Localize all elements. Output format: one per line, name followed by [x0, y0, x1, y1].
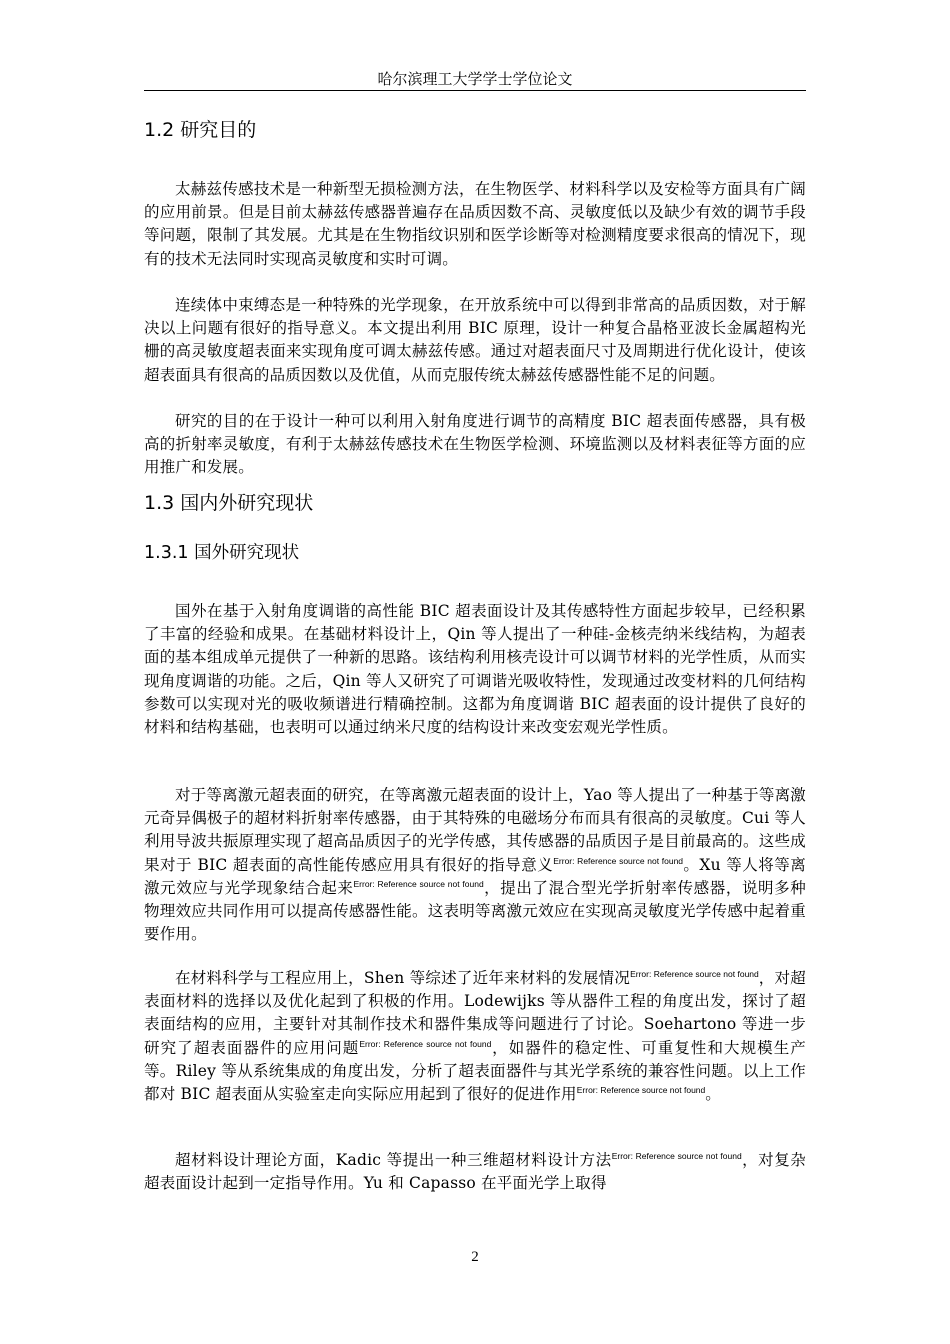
paragraph-1-3-1-1: 国外在基于入射角度调谐的高性能 BIC 超表面设计及其传感特性方面起步较早，已经积累了丰富的经验和成果。在基础材料设计上，Qin 等人提出了一种硅-金核壳纳米线结构，为超表面的基本组成单元提供了一种新的思路。该结构利用核壳设计可以调节材料的光学性质，从而实现角度调谐的功能。之后，Qin 等人又研究了可调谐光吸收特性，发现通过改变材料的几何结构参数可以实现对光的吸收频谱进行精确控制。这都为角度调谐 BIC 超表面的设计提供了良好的材料和结构基础，也表明可以通过纳米尺度的结构设计来改变宏观光学性质。: [144, 602, 806, 737]
citation-error: Error: Reference source not found: [576, 1085, 706, 1096]
paragraph-text: 对于等离激元超表面的研究，在等离激元超表面的设计上，Yao 等人提出了一种基于等离激元奇异偶极子的超材料折射率传感器，由于其特殊的电磁场分布而具有很高的灵敏度。Cui 等人利用导波共振原理实现了超高品质因子的光学传感，其传感器的品质因子是目前最高的。这些成果对于 BIC 超表面的高性能传感应用具有很好的指导意义: [144, 786, 806, 874]
paragraph-text: 在材料科学与工程应用上，Shen 等综述了近年来材料的发展情况: [175, 969, 631, 987]
section-heading-1-2: 1.2 研究目的: [144, 119, 257, 141]
citation-error: Error: Reference source not found: [611, 1151, 742, 1161]
paragraph-1-3-1-4: [144, 1149, 806, 1195]
paragraph-1-2-2: 连续体中束缚态是一种特殊的光学现象，在开放系统中可以得到非常高的品质因数，对于解决以上问题有很好的指导意义。本文提出利用 BIC 原理，设计一种复合晶格亚波长金属超构光栅的高灵敏度超表面来实现角度可调太赫兹传感。通过对超表面尺寸及周期进行优化设计，使该超表面具有很高的品质因数以及优值，从而克服传统太赫兹传感器性能不足的问题。: [144, 296, 806, 384]
citation-error: Error: Reference source not found: [359, 1038, 492, 1049]
section-heading-1-3: 1.3 国内外研究现状: [144, 492, 314, 514]
paragraph-text: ，对复杂超表面设计起到一定指导作用。Yu 和 Capasso 在平面光学上取得: [144, 1151, 807, 1193]
paragraph-text: 超材料设计理论方面，Kadic 等提出一种三维超材料设计方法: [175, 1151, 612, 1169]
paragraph-1-2-1: 太赫兹传感技术是一种新型无损检测方法，在生物医学、材料科学以及安检等方面具有广阔的应用前景。但是目前太赫兹传感器普遍存在品质因数不高、灵敏度低以及缺少有效的调节手段等问题，限制了其发展。尤其是在生物指纹识别和医学诊断等对检测精度要求很高的情况下，现有的技术无法同时实现高灵敏度和实时可调。: [144, 180, 806, 268]
paragraph-1-2-3: 研究的目的在于设计一种可以利用入射角度进行调节的高精度 BIC 超表面传感器，具有极高的折射率灵敏度，有利于太赫兹传感技术在生物医学检测、环境监测以及材料表征等方面的应用推广和发展。: [144, 412, 806, 477]
citation-error: Error: Reference source not found: [630, 969, 759, 979]
paragraph-text: ，提出了混合型光学折射率传感器，说明多种物理效应共同作用可以提高传感器性能。这表明等离激元效应在实现高灵敏度光学传感中起着重要作用。: [144, 878, 806, 944]
paragraph-text: ，如器件的稳定性、可重复性和大规模生产等。Riley 等从系统集成的角度出发，分析了超表面器件与其光学系统的兼容性问题。以上工作都对 BIC 超表面从实验室走向实际应用起到了很好的促进作用: [144, 1038, 806, 1104]
paragraph-text: 。: [705, 1085, 721, 1104]
page-number: 2: [471, 1249, 479, 1265]
page-header: 哈尔滨理工大学学士学位论文: [144, 70, 806, 91]
citation-error: Error: Reference source not found: [353, 878, 484, 889]
paragraph-1-3-1-3: [144, 967, 806, 1106]
paragraph-text: 。Xu 等人将等离激元效应与光学现象结合起来: [144, 855, 806, 897]
paragraph-1-3-1-2: [144, 784, 806, 946]
paragraph-text: ，对超表面材料的选择以及优化起到了积极的作用。Lodewijks 等从器件工程的角度出发，探讨了超表面结构的应用，主要针对其制作技术和器件集成等问题进行了讨论。Soehartono 等进一步研究了超表面器件的应用问题: [144, 969, 806, 1057]
section-heading-1-3-1: 1.3.1 国外研究现状: [144, 543, 300, 563]
citation-error: Error: Reference source not found: [553, 855, 684, 866]
